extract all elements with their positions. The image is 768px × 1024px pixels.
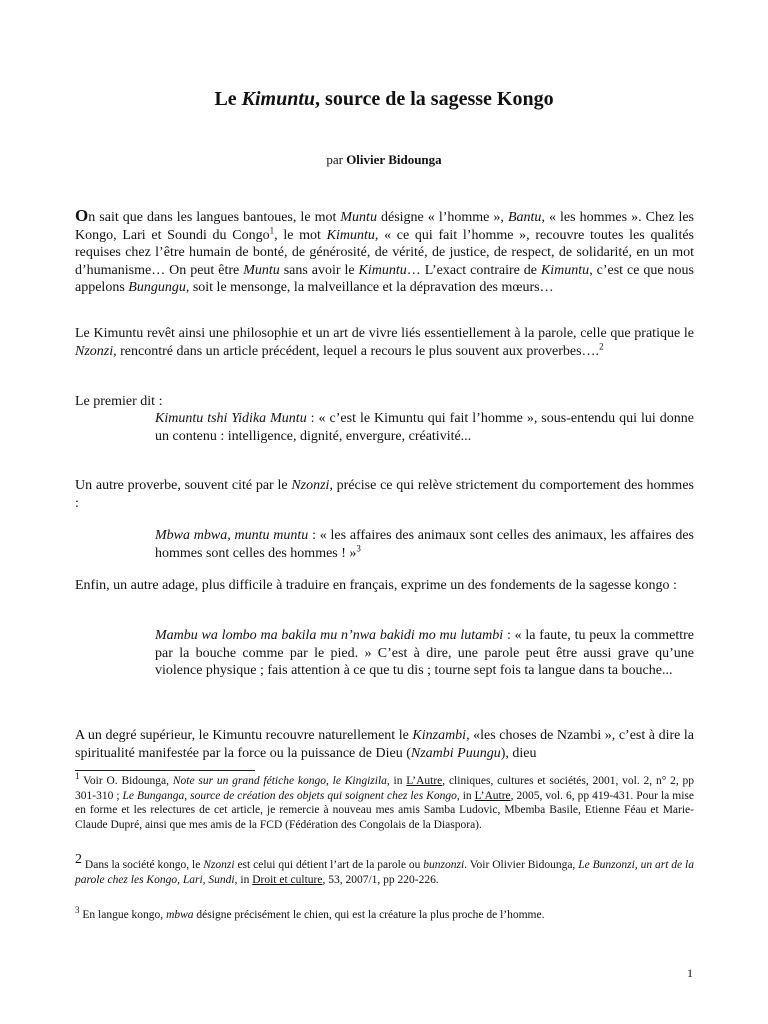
paragraph-kimuntu-philosophy: Le Kimuntu revêt ainsi une philosophie et un art de vivre liés essentiellement à la parole, celle que pratique le Nzonzi, rencontré dans un article précédent, lequel a recours le plus souvent aux proverbes….$^2$ (75, 326, 694, 359)
paragraph-intro: On sait que dans les langues bantoues, le mot Muntu désigne « l’homme », Bantu, « les hommes ». Chez les Kongo, Lari et Soundi du Congo$^1$, le mot Kimuntu, « ce qui fait l’homme », recouvre toutes les qualités requises chez l’être humain de bonté, de générosité, de vérité, de justice, de respect, de solidarité, en un mot d’humanisme… On peut être Muntu sans avoir le Kimuntu… L’exact contraire de Kimuntu, c’est ce que nous appelons Bungungu, soit le mensonge, la malveillance et la dépravation des mœurs… (75, 206, 694, 295)
article-title: Le Kimuntu, source de la sagesse Kongo (214, 88, 554, 110)
author-line: par Olivier Bidounga (326, 152, 442, 167)
paragraph-another-proverb: Un autre proverbe, souvent cité par le Nzonzi, précise ce qui relève strictement du comportement des hommes : (75, 478, 694, 511)
quote-proverb-1: Kimuntu tshi Yidika Muntu : « c’est le Kimuntu qui fait l’homme », sous-entendu qui lui donne un contenu : intelligence, dignité, envergure, créativité... (155, 411, 694, 444)
page-number: 1 (687, 966, 693, 980)
footnote-ref-3[interactable]: 3 (356, 542, 361, 553)
paragraph-kinzambi: A un degré supérieur, le Kimuntu recouvre naturellement le Kinzambi, «les choses de Nzambi », c’est à dire la spiritualité manifestée par la force ou la puissance de Dieu (Nzambi Puungu), dieu (75, 728, 695, 761)
footnote-ref-1[interactable]: 1 (269, 224, 275, 235)
quote-proverb-3: Mambu wa lombo ma bakila mu n’nwa bakidi mo mu lutambi : « la faute, tu peux la commettre par la bouche comme par le pied. » C’est à dire, une parole peut être aussi grave qu’une violence physique ; fais attention à ce que tu dis ; tourne sept fois ta langue dans ta bouche... (155, 628, 694, 678)
link-lautre-2[interactable]: L’Autre (474, 789, 511, 802)
link-lautre[interactable]: L’Autre (406, 775, 443, 787)
footnote-separator (75, 770, 255, 771)
author-name: Olivier Bidounga (346, 152, 442, 167)
footnote-1: $^1$ Voir O. Bidounga, Note sur un grand fétiche kongo, le Kingizila, in L’Autre, cliniques, cultures et sociétés, 2001, vol. 2, n° 2, pp 301-310 ; Le Bunganga, source de création des objets qui soignent chez les Kongo, in L’Autre, 2005, vol. 6, pp 419-431. Pour la mise en forme et les relectures de cet article, je remercie à nouveau mes amis Samba Ludovic, Mbemba Basile, Etienne Féau et Marie-Claude Dupré, ainsi que mes amis de la FCD (Fédération des Congolais de la Diaspora). (75, 771, 694, 831)
quote-proverb-2: Mbwa mbwa, muntu muntu : « les affaires des animaux sont celles des animaux, les affaires des hommes sont celles des hommes ! »$^3$ (155, 528, 694, 561)
footnote-2: $^2$ Dans la société kongo, le Nzonzi est celui qui détient l’art de la parole ou bunzonzi. Voir Olivier Bidounga, Le Bunzonzi, un art de la parole chez les Kongo, Lari, Sundi, in Droit et culture, 53, 2007/1, pp 220-226. (75, 852, 695, 886)
paragraph-first-saying: Le premier dit : (75, 394, 163, 409)
link-droit-et-culture[interactable]: Droit et culture (252, 873, 323, 886)
footnote-3: $^3$ En langue kongo, mbwa désigne précisément le chien, qui est la créature la plus proche de l’homme. (75, 905, 545, 921)
footnote-ref-2[interactable]: 2 (599, 340, 604, 351)
paragraph-adage: Enfin, un autre adage, plus difficile à traduire en français, exprime un des fondements de la sagesse kongo : (75, 578, 677, 593)
